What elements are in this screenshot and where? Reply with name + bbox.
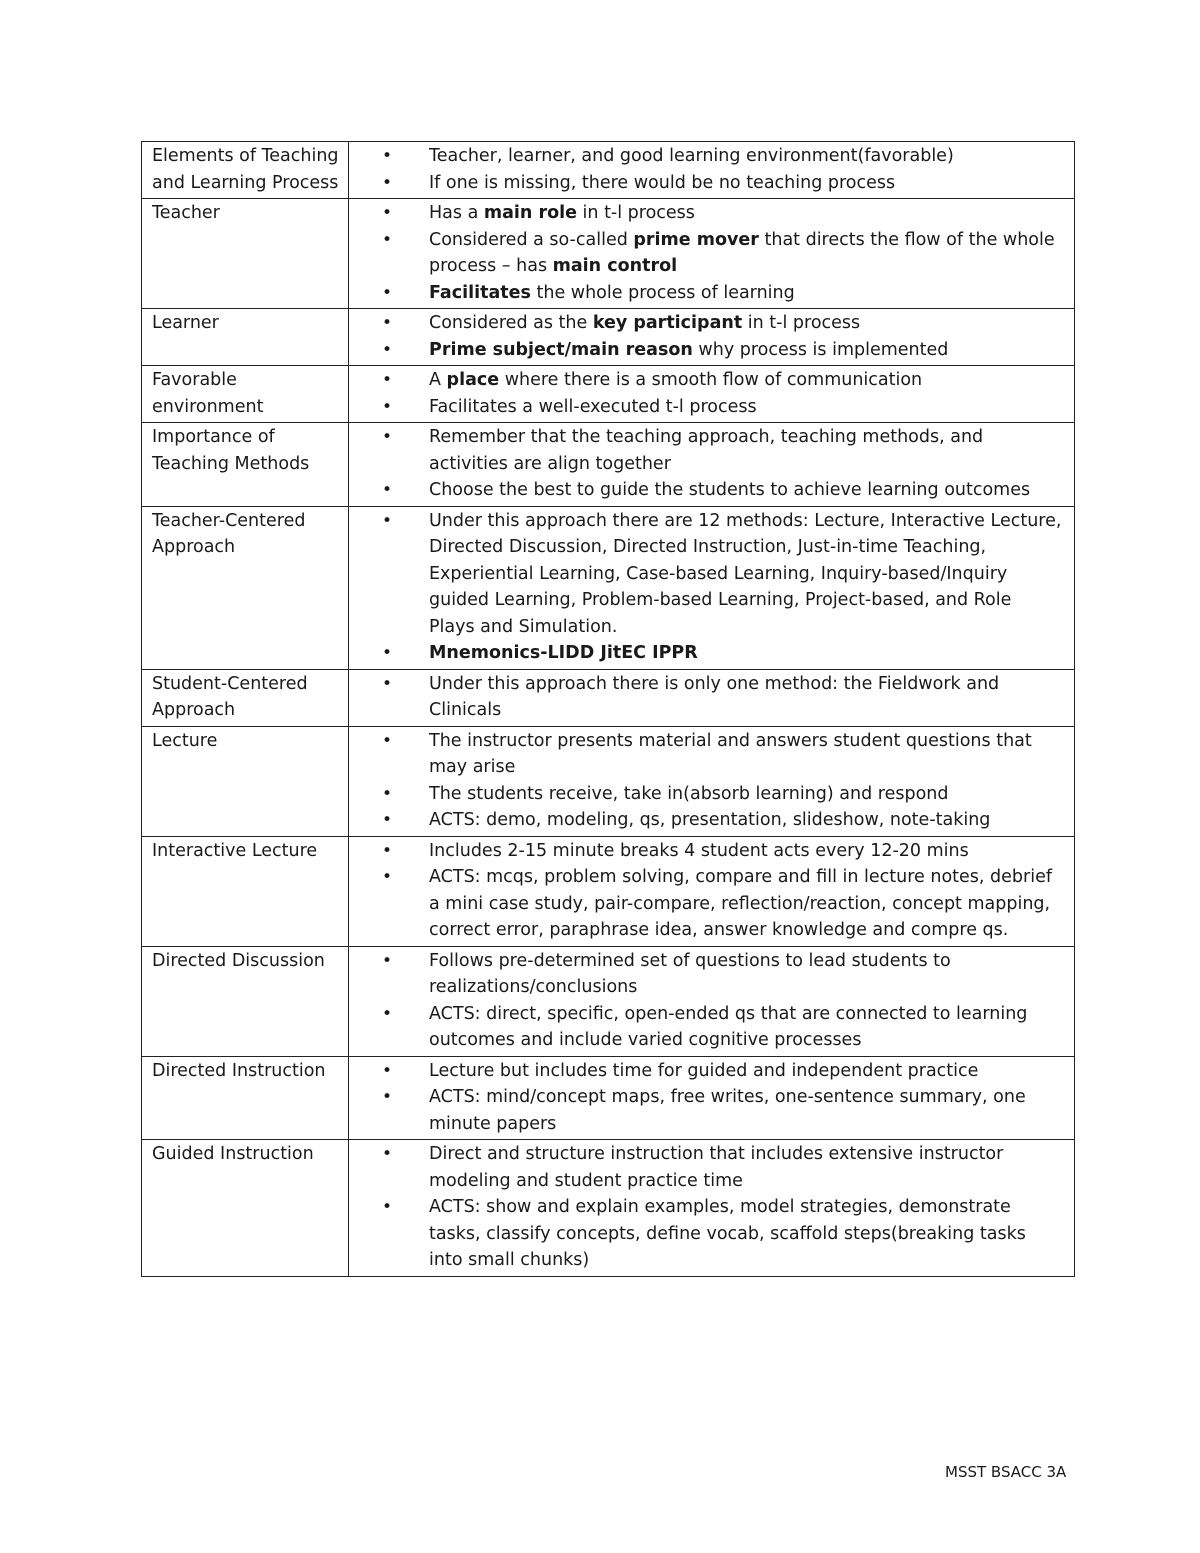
bold-text: prime mover	[633, 229, 759, 250]
bullet-list	[349, 310, 1066, 363]
bullet-item	[349, 200, 1066, 227]
bullet-item	[349, 838, 1066, 865]
term-cell: Teacher	[142, 199, 349, 309]
term-cell: Guided Instruction	[142, 1140, 349, 1277]
description-cell	[349, 142, 1075, 199]
description-cell	[349, 836, 1075, 946]
bullet-item	[349, 1058, 1066, 1085]
description-cell	[349, 423, 1075, 507]
table-row	[142, 946, 1075, 1056]
bullet-list	[349, 143, 1066, 196]
term-cell: Lecture	[142, 726, 349, 836]
page-footer: MSST BSACC 3A	[945, 1463, 1067, 1481]
bullet-list	[349, 508, 1066, 667]
bullet-item	[349, 807, 1066, 834]
table-row	[142, 726, 1075, 836]
text-run: A	[429, 370, 447, 390]
bold-text: Mnemonics-LIDD JitEC IPPR	[429, 643, 698, 663]
bullet-item	[349, 864, 1066, 944]
text-run: Considered as the	[429, 313, 593, 333]
table-row	[142, 309, 1075, 366]
bullet-list	[349, 200, 1066, 306]
bullet-item	[349, 280, 1066, 307]
bullet-item	[349, 640, 1066, 667]
text-run: ACTS: mcqs, problem solving, compare and fill in lecture notes, debrief a mini case study, pair-compare, reflection/reaction, concept mapping, correct error, paraphrase idea, answer knowledge and compre qs.	[429, 867, 1053, 940]
table-row	[142, 1056, 1075, 1140]
text-run: Choose the best to guide the students to achieve learning outcomes	[429, 480, 1031, 500]
bullet-item	[349, 671, 1066, 724]
text-run: the whole process of learning	[530, 282, 795, 303]
text-run: why process is implemented	[692, 339, 949, 360]
notes-table	[141, 141, 1075, 1277]
text-run: Follows pre-determined set of questions to lead students to realizations/conclusions	[429, 950, 951, 997]
description-cell	[349, 946, 1075, 1056]
bullet-list	[349, 424, 1066, 504]
text-run: in t-l process	[742, 313, 861, 333]
table-row	[142, 836, 1075, 946]
bullet-item	[349, 781, 1066, 808]
bullet-item	[349, 1001, 1066, 1054]
bullet-item	[349, 424, 1066, 477]
text-run: Under this approach there are 12 methods: Lecture, Interactive Lecture, Directed Discussion, Directed Instruction, Just-in-time Teaching, Experiential Learning, Case-based Learning, Inquiry-based/Inquiry guided Learning, Problem-based Learning, Project-based, and Role Plays and Simulation.	[429, 510, 1062, 637]
text-run: Direct and structure instruction that includes extensive instructor modeling and student practice time	[429, 1144, 1004, 1191]
text-run: Considered a so-called	[429, 229, 634, 250]
bullet-item	[349, 1194, 1066, 1274]
bullet-list	[349, 1141, 1066, 1274]
table-row	[142, 506, 1075, 669]
text-run: Under this approach there is only one method: the Fieldwork and Clinicals	[429, 673, 1000, 720]
bullet-list	[349, 948, 1066, 1054]
text-run: where there is a smooth flow of communication	[499, 370, 923, 390]
bullet-item	[349, 728, 1066, 781]
text-run: Lecture but includes time for guided and independent practice	[429, 1060, 979, 1081]
bold-text: place	[446, 370, 500, 390]
table-row	[142, 1140, 1075, 1277]
description-cell	[349, 309, 1075, 366]
bold-text: Facilitates	[429, 282, 531, 303]
term-cell: Teacher-Centered Approach	[142, 506, 349, 669]
text-run: The instructor presents material and answers student questions that may arise	[429, 730, 1032, 777]
description-cell	[349, 506, 1075, 669]
description-cell	[349, 366, 1075, 423]
table-row	[142, 366, 1075, 423]
bullet-list	[349, 728, 1066, 834]
bullet-item	[349, 394, 1066, 421]
text-run: ACTS: mind/concept maps, free writes, one-sentence summary, one minute papers	[429, 1087, 1026, 1134]
description-cell	[349, 726, 1075, 836]
text-run: Includes 2-15 minute breaks 4 student acts every 12-20 mins	[429, 840, 969, 861]
text-run: in t-l process	[576, 203, 695, 223]
table-row	[142, 199, 1075, 309]
term-cell: Interactive Lecture	[142, 836, 349, 946]
text-run: ACTS: show and explain examples, model strategies, demonstrate tasks, classify concepts, define vocab, scaffold steps(breaking tasks into small chunks)	[429, 1197, 1026, 1270]
term-cell: Directed Instruction	[142, 1056, 349, 1140]
bullet-item	[349, 1141, 1066, 1194]
bullet-item	[349, 508, 1066, 641]
bullet-list	[349, 367, 1066, 420]
table-row	[142, 142, 1075, 199]
notes-table-body	[142, 142, 1075, 1277]
text-run: Remember that the teaching approach, teaching methods, and activities are align together	[429, 427, 984, 474]
description-cell	[349, 669, 1075, 726]
bold-text: key participant	[592, 313, 743, 333]
text-run: If one is missing, there would be no teaching process	[429, 172, 896, 193]
text-run: Teacher, learner, and good learning environment(favorable)	[429, 146, 954, 166]
table-row	[142, 423, 1075, 507]
bullet-list	[349, 671, 1066, 724]
bold-text: main control	[552, 256, 678, 276]
bullet-item	[349, 227, 1066, 280]
text-run: ACTS: demo, modeling, qs, presentation, slideshow, note-taking	[429, 810, 991, 830]
bullet-item	[349, 310, 1066, 337]
bullet-item	[349, 948, 1066, 1001]
bullet-item	[349, 337, 1066, 364]
description-cell	[349, 199, 1075, 309]
term-cell: Directed Discussion	[142, 946, 349, 1056]
term-cell: Favorable environment	[142, 366, 349, 423]
bullet-item	[349, 143, 1066, 170]
term-cell: Learner	[142, 309, 349, 366]
text-run: Has a	[429, 203, 484, 223]
term-cell: Importance of Teaching Methods	[142, 423, 349, 507]
bullet-list	[349, 838, 1066, 944]
bullet-item	[349, 170, 1066, 197]
bullet-item	[349, 367, 1066, 394]
term-cell: Elements of Teaching and Learning Process	[142, 142, 349, 199]
table-row	[142, 669, 1075, 726]
text-run: that directs the flow of the whole process – has	[429, 229, 1055, 276]
bullet-item	[349, 477, 1066, 504]
bold-text: main role	[483, 203, 577, 223]
text-run: ACTS: direct, specific, open-ended qs that are connected to learning outcomes and include varied cognitive processes	[429, 1003, 1028, 1050]
term-cell: Student-Centered Approach	[142, 669, 349, 726]
bullet-item	[349, 1084, 1066, 1137]
bold-text: Prime subject/main reason	[429, 339, 693, 360]
text-run: Facilitates a well-executed t-l process	[429, 396, 757, 417]
description-cell	[349, 1140, 1075, 1277]
description-cell	[349, 1056, 1075, 1140]
bullet-list	[349, 1058, 1066, 1138]
text-run: The students receive, take in(absorb learning) and respond	[429, 783, 949, 804]
